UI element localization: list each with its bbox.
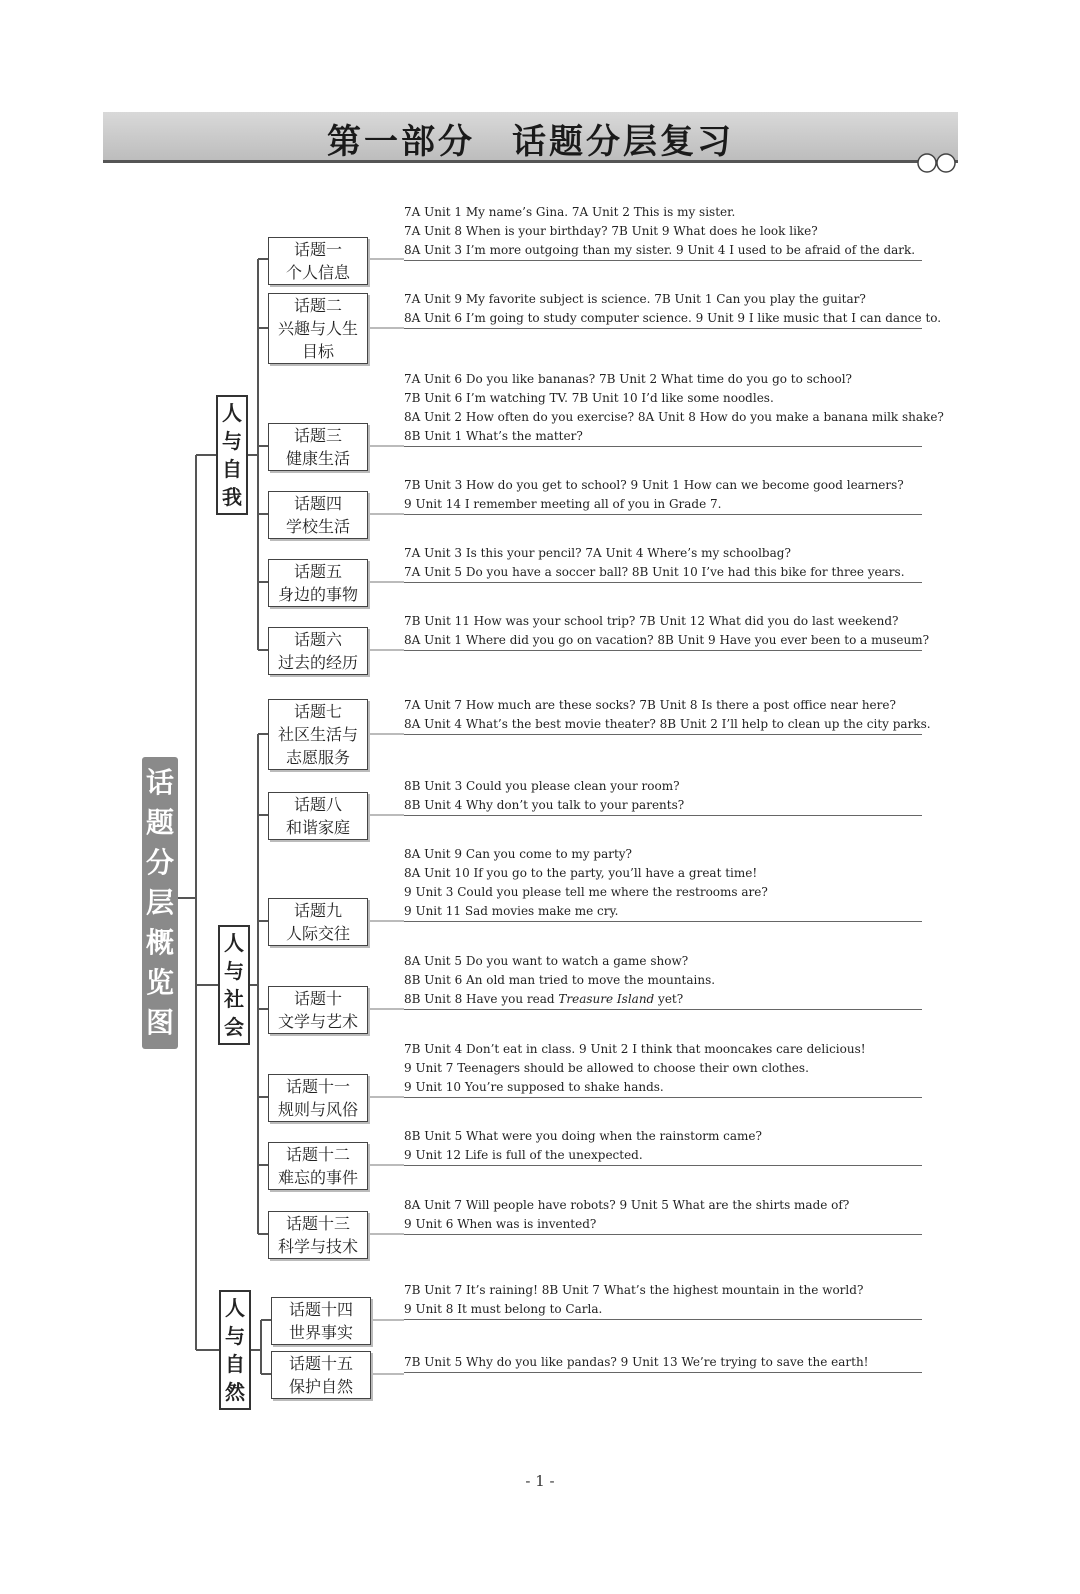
label-char: 与 xyxy=(225,1324,245,1348)
unit-line: 9 Unit 12 Life is full of the unexpected. xyxy=(404,1148,643,1162)
topic-name: 过去的经历 xyxy=(277,653,358,672)
topic-name: 文学与艺术 xyxy=(277,1012,358,1031)
topic-box xyxy=(268,1074,368,1122)
book-title: Treasure Island xyxy=(558,992,655,1006)
topic-box xyxy=(268,237,368,285)
unit-line: 8A Unit 10 If you go to the party, you’ll have a great time! xyxy=(404,866,758,880)
topic-name: 个人信息 xyxy=(285,263,350,282)
unit-line: 9 Unit 11 Sad movies make me cry. xyxy=(404,904,619,918)
label-char: 与 xyxy=(224,959,244,983)
topic-name: 身边的事物 xyxy=(277,585,358,604)
topic-number: 话题十三 xyxy=(285,1214,350,1233)
label-char: 然 xyxy=(225,1380,245,1404)
unit-list xyxy=(404,290,942,329)
unit-line: 9 Unit 6 When was is invented? xyxy=(404,1217,597,1231)
topic-name: 人际交往 xyxy=(285,924,350,943)
topic-name: 兴趣与人生目标 xyxy=(277,319,358,361)
label-char: 人 xyxy=(224,931,244,955)
unit-line: 9 Unit 10 You’re supposed to shake hands. xyxy=(404,1080,664,1094)
topic-box xyxy=(271,1351,371,1399)
topic-number: 话题九 xyxy=(293,901,342,920)
label-char: 话 xyxy=(145,766,174,799)
unit-list xyxy=(404,777,922,816)
topic-number: 话题三 xyxy=(293,426,342,445)
topic-name: 世界事实 xyxy=(288,1323,353,1342)
topic-name: 保护自然 xyxy=(288,1377,353,1396)
unit-list xyxy=(404,845,922,922)
topic-box xyxy=(268,1142,368,1190)
topic-number: 话题五 xyxy=(293,562,342,581)
topic-box xyxy=(271,1297,371,1345)
unit-line: 7A Unit 9 My favorite subject is science. 7B Unit 1 Can you play the guitar? xyxy=(404,292,866,306)
unit-line: 8A Unit 7 Will people have robots? 9 Unit 5 What are the shirts made of? xyxy=(404,1198,850,1212)
topic-box xyxy=(268,491,368,539)
label-char: 我 xyxy=(222,485,242,509)
unit-line: 7A Unit 8 When is your birthday? 7B Unit 9 What does he look like? xyxy=(404,224,818,238)
unit-line: 8B Unit 3 Could you please clean your room? xyxy=(404,779,680,793)
unit-line: 9 Unit 14 I remember meeting all of you in Grade 7. xyxy=(404,497,722,511)
unit-line: 7A Unit 1 My name’s Gina. 7A Unit 2 This is my sister. xyxy=(404,205,736,219)
unit-list xyxy=(404,1281,922,1320)
label-char: 与 xyxy=(222,429,242,453)
unit-line: 8B Unit 5 What were you doing when the rainstorm came? xyxy=(404,1129,762,1143)
unit-list xyxy=(404,370,944,447)
page-number: - 1 - xyxy=(525,1472,555,1490)
topic-box xyxy=(268,559,368,607)
unit-line: 7A Unit 3 Is this your pencil? 7A Unit 4 Where’s my schoolbag? xyxy=(404,546,791,560)
unit-line: 7B Unit 7 It’s raining! 8B Unit 7 What’s the highest mountain in the world? xyxy=(404,1283,864,1297)
unit-line: 7B Unit 3 How do you get to school? 9 Unit 1 How can we become good learners? xyxy=(404,478,904,492)
label-char: 会 xyxy=(224,1015,244,1039)
unit-line: 8B Unit 1 What’s the matter? xyxy=(404,429,583,443)
label-char: 分 xyxy=(145,846,174,879)
unit-line: 7A Unit 7 How much are these socks? 7B Unit 8 Is there a post office near here? xyxy=(404,698,896,712)
unit-list xyxy=(404,952,922,1010)
topic-number: 话题十五 xyxy=(288,1354,353,1373)
unit-list xyxy=(404,1127,922,1166)
topic-box xyxy=(268,293,368,364)
unit-line: 7B Unit 5 Why do you like pandas? 9 Unit 13 We’re trying to save the earth! xyxy=(404,1355,869,1369)
topic-name: 难忘的事件 xyxy=(277,1168,358,1187)
topic-box xyxy=(268,423,368,471)
topic-number: 话题七 xyxy=(293,702,342,721)
unit-list xyxy=(404,696,931,735)
unit-list xyxy=(404,1196,922,1235)
topic-box xyxy=(268,627,368,675)
unit-line: 8B Unit 6 An old man tried to move the mountains. xyxy=(404,973,716,987)
topic-name: 和谐家庭 xyxy=(285,818,350,837)
topic-box xyxy=(268,986,368,1034)
label-char: 社 xyxy=(224,987,244,1011)
unit-line: 9 Unit 7 Teenagers should be allowed to choose their own clothes. xyxy=(404,1061,809,1075)
topic-number: 话题四 xyxy=(293,494,342,513)
topic-name: 学校生活 xyxy=(285,517,350,536)
unit-list xyxy=(404,1040,922,1098)
unit-list xyxy=(404,612,930,651)
topic-number: 话题十二 xyxy=(285,1145,350,1164)
unit-line: 8B Unit 8 Have you read Treasure Island yet? xyxy=(404,992,684,1006)
topic-name: 社区生活与志愿服务 xyxy=(277,725,358,767)
topic-name: 科学与技术 xyxy=(277,1237,358,1256)
label-char: 自 xyxy=(225,1352,245,1376)
topic-number: 话题十一 xyxy=(285,1077,350,1096)
unit-line: 9 Unit 8 It must belong to Carla. xyxy=(404,1302,603,1316)
unit-list xyxy=(404,1353,922,1373)
topic-box xyxy=(268,699,368,770)
unit-line: 7B Unit 11 How was your school trip? 7B Unit 12 What did you do last weekend? xyxy=(404,614,899,628)
unit-line: 7B Unit 6 I’m watching TV. 7B Unit 10 I’d like some noodles. xyxy=(404,391,774,405)
topic-name: 规则与风俗 xyxy=(277,1100,358,1119)
label-char: 自 xyxy=(222,457,242,481)
category-self xyxy=(216,395,248,515)
unit-list xyxy=(404,476,922,515)
topic-box xyxy=(268,1211,368,1259)
topic-number: 话题二 xyxy=(293,296,342,315)
unit-line: 8A Unit 6 I’m going to study computer science. 9 Unit 9 I like music that I can dance to. xyxy=(404,311,942,325)
topic-number: 话题八 xyxy=(293,795,342,814)
unit-line: 8A Unit 2 How often do you exercise? 8A Unit 8 How do you make a banana milk shake? xyxy=(404,410,944,424)
unit-line: 7A Unit 6 Do you like bananas? 7B Unit 2 What time do you go to school? xyxy=(404,372,852,386)
unit-line: 8A Unit 1 Where did you go on vacation? 8B Unit 9 Have you ever been to a museum? xyxy=(404,633,930,647)
category-nature xyxy=(219,1290,251,1410)
category-society xyxy=(218,925,250,1045)
topic-box xyxy=(268,898,368,946)
label-char: 览 xyxy=(145,966,174,999)
unit-line: 9 Unit 3 Could you please tell me where the restrooms are? xyxy=(404,885,768,899)
topic-number: 话题一 xyxy=(293,240,342,259)
topic-name: 健康生活 xyxy=(285,449,350,468)
unit-list xyxy=(404,203,922,261)
page-title: 第一部分 话题分层复习 xyxy=(327,122,734,162)
topic-box xyxy=(268,792,368,840)
unit-line: 8A Unit 3 I’m more outgoing than my sister. 9 Unit 4 I used to be afraid of the dark. xyxy=(404,243,916,257)
unit-list xyxy=(404,544,922,583)
unit-line: 8B Unit 4 Why don’t you talk to your parents? xyxy=(404,798,685,812)
label-char: 概 xyxy=(145,926,174,959)
unit-line: 8A Unit 4 What’s the best movie theater? 8B Unit 2 I’ll help to clean up the city parks. xyxy=(404,717,931,731)
unit-line: 8A Unit 9 Can you come to my party? xyxy=(404,847,632,861)
unit-line: 8A Unit 5 Do you want to watch a game show? xyxy=(404,954,689,968)
label-char: 图 xyxy=(145,1006,174,1039)
unit-line: 7B Unit 4 Don’t eat in class. 9 Unit 2 I think that mooncakes care delicious! xyxy=(404,1042,866,1056)
unit-line: 7A Unit 5 Do you have a soccer ball? 8B Unit 10 I’ve had this bike for three years. xyxy=(404,565,905,579)
label-char: 人 xyxy=(225,1296,245,1320)
topic-number: 话题十四 xyxy=(288,1300,353,1319)
topic-number: 话题六 xyxy=(293,630,342,649)
topic-number: 话题十 xyxy=(293,989,342,1008)
label-char: 题 xyxy=(145,806,174,839)
label-char: 层 xyxy=(145,886,174,919)
label-char: 人 xyxy=(222,401,242,425)
